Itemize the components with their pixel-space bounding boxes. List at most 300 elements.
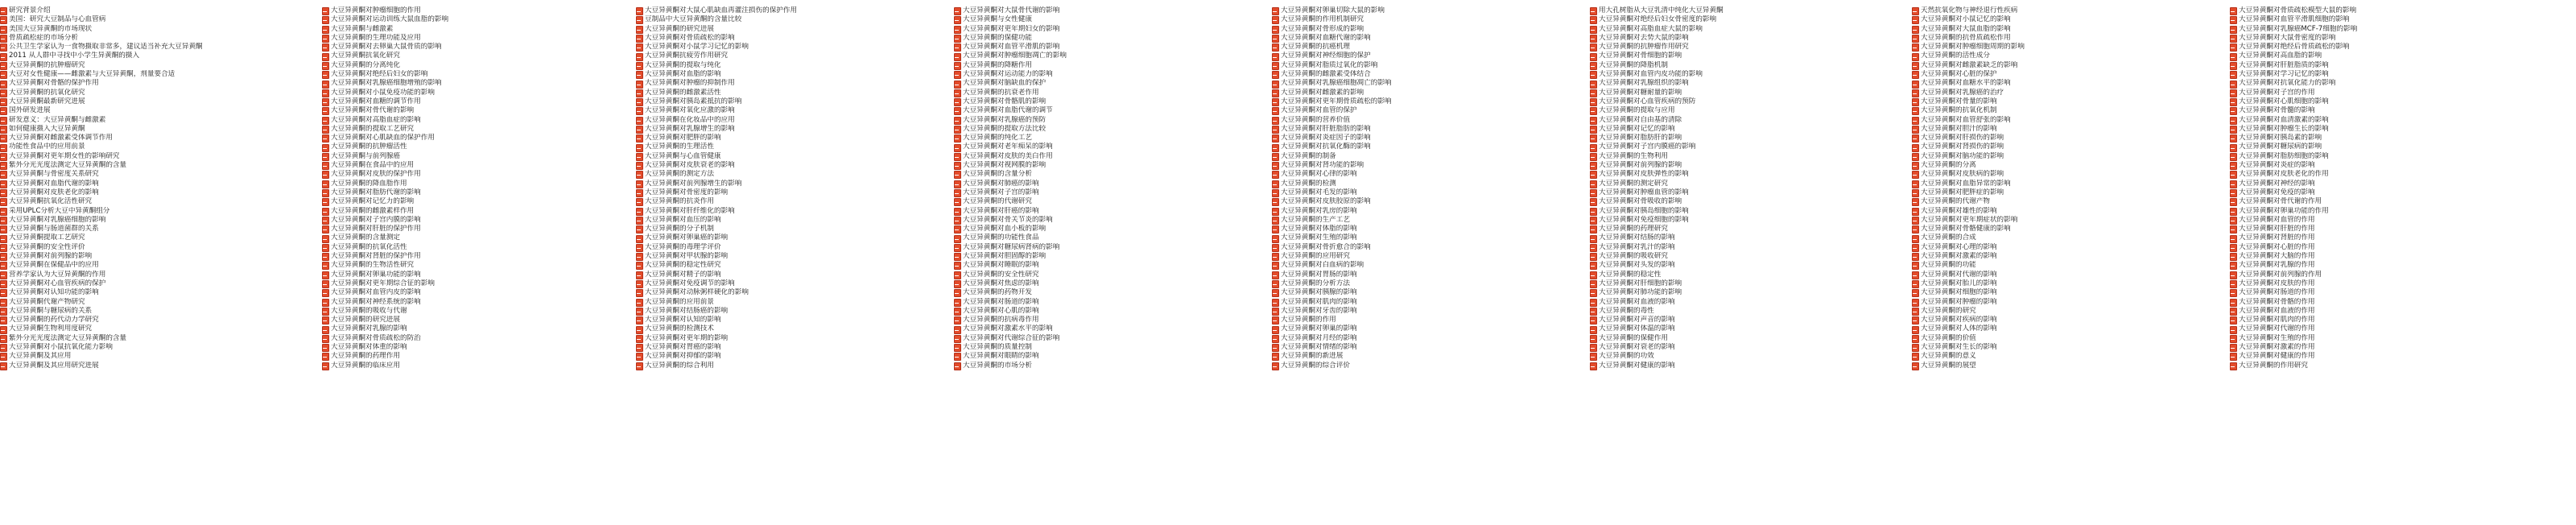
file-item[interactable]: [636, 234, 939, 242]
file-item[interactable]: [954, 334, 1257, 343]
file-item[interactable]: [1590, 234, 1893, 242]
file-item[interactable]: [954, 70, 1257, 79]
file-item[interactable]: [954, 279, 1257, 288]
file-item[interactable]: [1272, 271, 1575, 279]
file-item[interactable]: [1590, 334, 1893, 343]
file-item[interactable]: [1590, 362, 1893, 370]
file-item[interactable]: [1272, 197, 1575, 206]
file-item[interactable]: [0, 52, 303, 60]
file-item[interactable]: [2230, 362, 2533, 370]
file-item[interactable]: [322, 307, 625, 316]
file-item[interactable]: [0, 15, 303, 24]
file-item[interactable]: [1590, 298, 1893, 307]
file-item[interactable]: [954, 116, 1257, 125]
file-item[interactable]: [1590, 188, 1893, 197]
file-item[interactable]: [1590, 25, 1893, 34]
file-item[interactable]: [636, 188, 939, 197]
file-item[interactable]: [636, 161, 939, 170]
file-item[interactable]: [322, 188, 625, 197]
file-item[interactable]: [1272, 307, 1575, 316]
file-item[interactable]: [1272, 25, 1575, 34]
file-item[interactable]: [1590, 343, 1893, 352]
file-item[interactable]: [1272, 261, 1575, 270]
file-item[interactable]: [322, 15, 625, 24]
file-item[interactable]: [322, 70, 625, 79]
file-item[interactable]: [322, 261, 625, 270]
file-item[interactable]: [1590, 43, 1893, 52]
file-item[interactable]: [1912, 271, 2215, 279]
file-item[interactable]: [322, 61, 625, 70]
file-item[interactable]: [2230, 261, 2533, 270]
file-item[interactable]: [0, 106, 303, 115]
file-item[interactable]: [2230, 243, 2533, 252]
file-item[interactable]: [2230, 288, 2533, 297]
file-item[interactable]: [0, 170, 303, 179]
file-item[interactable]: [1912, 261, 2215, 270]
file-item[interactable]: [2230, 52, 2533, 60]
file-item[interactable]: [0, 352, 303, 361]
file-item[interactable]: [1912, 134, 2215, 143]
file-item[interactable]: [1590, 197, 1893, 206]
file-item[interactable]: [322, 116, 625, 125]
file-item[interactable]: [636, 197, 939, 206]
file-item[interactable]: [954, 52, 1257, 60]
file-item[interactable]: [954, 325, 1257, 333]
file-item[interactable]: [1590, 34, 1893, 43]
file-item[interactable]: [0, 261, 303, 270]
file-item[interactable]: [636, 170, 939, 179]
file-item[interactable]: [1912, 161, 2215, 170]
file-item[interactable]: [636, 143, 939, 151]
file-item[interactable]: [2230, 225, 2533, 234]
file-item[interactable]: [1590, 61, 1893, 70]
file-item[interactable]: [2230, 325, 2533, 333]
file-item[interactable]: [1590, 279, 1893, 288]
file-item[interactable]: [1590, 134, 1893, 143]
file-item[interactable]: [322, 279, 625, 288]
file-item[interactable]: [0, 116, 303, 125]
file-item[interactable]: [2230, 298, 2533, 307]
file-item[interactable]: [2230, 106, 2533, 115]
file-item[interactable]: [1272, 134, 1575, 143]
file-item[interactable]: [954, 134, 1257, 143]
file-item[interactable]: [636, 97, 939, 106]
file-item[interactable]: [1272, 125, 1575, 134]
file-item[interactable]: [2230, 70, 2533, 79]
file-item[interactable]: [1912, 79, 2215, 88]
file-item[interactable]: [1912, 316, 2215, 325]
file-item[interactable]: [2230, 252, 2533, 261]
file-item[interactable]: [1590, 70, 1893, 79]
file-item[interactable]: [636, 34, 939, 43]
file-item[interactable]: [322, 352, 625, 361]
file-item[interactable]: [1912, 325, 2215, 333]
file-item[interactable]: [1590, 325, 1893, 333]
file-item[interactable]: [1590, 271, 1893, 279]
file-item[interactable]: [2230, 188, 2533, 197]
file-item[interactable]: [954, 207, 1257, 216]
file-item[interactable]: [2230, 279, 2533, 288]
file-item[interactable]: [0, 43, 303, 52]
file-item[interactable]: [1912, 197, 2215, 206]
file-item[interactable]: [1912, 89, 2215, 97]
file-item[interactable]: [954, 125, 1257, 134]
file-item[interactable]: [0, 279, 303, 288]
file-item[interactable]: [1590, 252, 1893, 261]
file-item[interactable]: [1912, 362, 2215, 370]
file-item[interactable]: [636, 70, 939, 79]
file-item[interactable]: [1590, 6, 1893, 15]
file-item[interactable]: [636, 271, 939, 279]
file-item[interactable]: [0, 34, 303, 43]
file-item[interactable]: [954, 307, 1257, 316]
file-item[interactable]: [1272, 316, 1575, 325]
file-item[interactable]: [322, 288, 625, 297]
file-item[interactable]: [636, 261, 939, 270]
file-item[interactable]: [0, 180, 303, 188]
file-item[interactable]: [1912, 70, 2215, 79]
file-item[interactable]: [1272, 216, 1575, 225]
file-item[interactable]: [1590, 152, 1893, 161]
file-item[interactable]: [954, 261, 1257, 270]
file-item[interactable]: [1590, 316, 1893, 325]
file-item[interactable]: [322, 52, 625, 60]
file-item[interactable]: [1590, 79, 1893, 88]
file-item[interactable]: [636, 279, 939, 288]
file-item[interactable]: [322, 316, 625, 325]
file-item[interactable]: [0, 288, 303, 297]
file-item[interactable]: [1912, 152, 2215, 161]
file-item[interactable]: [0, 316, 303, 325]
file-item[interactable]: [1272, 180, 1575, 188]
file-item[interactable]: [2230, 6, 2533, 15]
file-item[interactable]: [636, 207, 939, 216]
file-item[interactable]: [1272, 252, 1575, 261]
file-item[interactable]: [2230, 15, 2533, 24]
file-item[interactable]: [954, 6, 1257, 15]
file-item[interactable]: [954, 216, 1257, 225]
file-item[interactable]: [0, 70, 303, 79]
file-item[interactable]: [636, 343, 939, 352]
file-item[interactable]: [636, 52, 939, 60]
file-item[interactable]: [954, 225, 1257, 234]
file-item[interactable]: [0, 61, 303, 70]
file-item[interactable]: [1912, 170, 2215, 179]
file-item[interactable]: [636, 216, 939, 225]
file-item[interactable]: [1912, 97, 2215, 106]
file-item[interactable]: [1912, 61, 2215, 70]
file-item[interactable]: [954, 234, 1257, 242]
file-item[interactable]: [1912, 15, 2215, 24]
file-item[interactable]: [1272, 15, 1575, 24]
file-item[interactable]: [1272, 225, 1575, 234]
file-item[interactable]: [636, 325, 939, 333]
file-item[interactable]: [1272, 334, 1575, 343]
file-item[interactable]: [0, 25, 303, 34]
file-item[interactable]: [1912, 188, 2215, 197]
file-item[interactable]: [1912, 25, 2215, 34]
file-item[interactable]: [2230, 343, 2533, 352]
file-item[interactable]: [1272, 52, 1575, 60]
file-item[interactable]: [2230, 125, 2533, 134]
file-item[interactable]: [636, 61, 939, 70]
file-item[interactable]: [954, 106, 1257, 115]
file-item[interactable]: [1912, 243, 2215, 252]
file-item[interactable]: [954, 170, 1257, 179]
file-item[interactable]: [322, 325, 625, 333]
file-item[interactable]: [0, 334, 303, 343]
file-item[interactable]: [1590, 106, 1893, 115]
file-item[interactable]: [1912, 225, 2215, 234]
file-item[interactable]: [954, 243, 1257, 252]
file-item[interactable]: [954, 180, 1257, 188]
file-item[interactable]: [2230, 161, 2533, 170]
file-item[interactable]: [0, 216, 303, 225]
file-item[interactable]: [1272, 298, 1575, 307]
file-item[interactable]: [636, 134, 939, 143]
file-item[interactable]: [1272, 207, 1575, 216]
file-item[interactable]: [954, 271, 1257, 279]
file-item[interactable]: [0, 362, 303, 370]
file-item[interactable]: [954, 316, 1257, 325]
file-item[interactable]: [322, 25, 625, 34]
file-item[interactable]: [0, 134, 303, 143]
file-item[interactable]: [322, 6, 625, 15]
file-item[interactable]: [1912, 234, 2215, 242]
file-item[interactable]: [1590, 15, 1893, 24]
file-item[interactable]: [0, 143, 303, 151]
file-item[interactable]: [0, 89, 303, 97]
file-item[interactable]: [1590, 180, 1893, 188]
file-item[interactable]: [1912, 125, 2215, 134]
file-item[interactable]: [0, 207, 303, 216]
file-item[interactable]: [1272, 79, 1575, 88]
file-item[interactable]: [954, 79, 1257, 88]
file-item[interactable]: [1912, 180, 2215, 188]
file-item[interactable]: [2230, 152, 2533, 161]
file-item[interactable]: [1590, 216, 1893, 225]
file-item[interactable]: [1590, 143, 1893, 151]
file-item[interactable]: [2230, 25, 2533, 34]
file-item[interactable]: [322, 79, 625, 88]
file-item[interactable]: [954, 298, 1257, 307]
file-item[interactable]: [1590, 307, 1893, 316]
file-item[interactable]: [0, 252, 303, 261]
file-item[interactable]: [1272, 106, 1575, 115]
file-item[interactable]: [1272, 243, 1575, 252]
file-item[interactable]: [636, 362, 939, 370]
file-item[interactable]: [954, 61, 1257, 70]
file-item[interactable]: [1590, 125, 1893, 134]
file-item[interactable]: [0, 243, 303, 252]
file-item[interactable]: [1272, 234, 1575, 242]
file-item[interactable]: [2230, 170, 2533, 179]
file-item[interactable]: [636, 43, 939, 52]
file-item[interactable]: [2230, 79, 2533, 88]
file-item[interactable]: [954, 161, 1257, 170]
file-item[interactable]: [0, 271, 303, 279]
file-item[interactable]: [636, 316, 939, 325]
file-item[interactable]: [636, 288, 939, 297]
file-item[interactable]: [2230, 216, 2533, 225]
file-item[interactable]: [1912, 298, 2215, 307]
file-item[interactable]: [0, 161, 303, 170]
file-item[interactable]: [0, 125, 303, 134]
file-item[interactable]: [954, 143, 1257, 151]
file-item[interactable]: [636, 116, 939, 125]
file-item[interactable]: [322, 243, 625, 252]
file-item[interactable]: [636, 334, 939, 343]
file-item[interactable]: [2230, 134, 2533, 143]
file-item[interactable]: [1590, 243, 1893, 252]
file-item[interactable]: [322, 143, 625, 151]
file-item[interactable]: [1272, 352, 1575, 361]
file-item[interactable]: [322, 34, 625, 43]
file-item[interactable]: [1912, 116, 2215, 125]
file-item[interactable]: [1912, 343, 2215, 352]
file-item[interactable]: [322, 298, 625, 307]
file-item[interactable]: [0, 298, 303, 307]
file-item[interactable]: [1590, 89, 1893, 97]
file-item[interactable]: [322, 252, 625, 261]
file-item[interactable]: [2230, 207, 2533, 216]
file-item[interactable]: [636, 252, 939, 261]
file-item[interactable]: [2230, 97, 2533, 106]
file-item[interactable]: [0, 234, 303, 242]
file-item[interactable]: [1912, 334, 2215, 343]
file-item[interactable]: [636, 152, 939, 161]
file-item[interactable]: [0, 152, 303, 161]
file-item[interactable]: [1272, 188, 1575, 197]
file-item[interactable]: [1590, 161, 1893, 170]
file-item[interactable]: [1272, 70, 1575, 79]
file-item[interactable]: [1912, 216, 2215, 225]
file-item[interactable]: [1272, 34, 1575, 43]
file-item[interactable]: [1912, 34, 2215, 43]
file-item[interactable]: [1912, 307, 2215, 316]
file-item[interactable]: [636, 243, 939, 252]
file-item[interactable]: [954, 25, 1257, 34]
file-item[interactable]: [322, 225, 625, 234]
file-item[interactable]: [954, 152, 1257, 161]
file-item[interactable]: [322, 89, 625, 97]
file-item[interactable]: [322, 170, 625, 179]
file-item[interactable]: [1912, 279, 2215, 288]
file-item[interactable]: [2230, 334, 2533, 343]
file-item[interactable]: [1272, 116, 1575, 125]
file-item[interactable]: [1912, 207, 2215, 216]
file-item[interactable]: [1272, 89, 1575, 97]
file-item[interactable]: [636, 352, 939, 361]
file-item[interactable]: [1912, 52, 2215, 60]
file-item[interactable]: [0, 325, 303, 333]
file-item[interactable]: [1272, 343, 1575, 352]
file-item[interactable]: [1590, 170, 1893, 179]
file-item[interactable]: [636, 225, 939, 234]
file-item[interactable]: [2230, 143, 2533, 151]
file-item[interactable]: [322, 161, 625, 170]
file-item[interactable]: [1272, 43, 1575, 52]
file-item[interactable]: [0, 97, 303, 106]
file-item[interactable]: [636, 180, 939, 188]
file-item[interactable]: [0, 343, 303, 352]
file-item[interactable]: [1272, 97, 1575, 106]
file-item[interactable]: [322, 125, 625, 134]
file-item[interactable]: [1590, 52, 1893, 60]
file-item[interactable]: [954, 252, 1257, 261]
file-item[interactable]: [954, 288, 1257, 297]
file-item[interactable]: [954, 352, 1257, 361]
file-item[interactable]: [0, 225, 303, 234]
file-item[interactable]: [954, 97, 1257, 106]
file-item[interactable]: [1912, 143, 2215, 151]
file-item[interactable]: [322, 271, 625, 279]
file-item[interactable]: [1912, 352, 2215, 361]
file-item[interactable]: [1912, 288, 2215, 297]
file-item[interactable]: [0, 79, 303, 88]
file-item[interactable]: [954, 34, 1257, 43]
file-item[interactable]: [636, 25, 939, 34]
file-item[interactable]: [954, 197, 1257, 206]
file-item[interactable]: [636, 15, 939, 24]
file-item[interactable]: [1272, 279, 1575, 288]
file-item[interactable]: [1272, 6, 1575, 15]
file-item[interactable]: [2230, 180, 2533, 188]
file-item[interactable]: [1272, 143, 1575, 151]
file-item[interactable]: [954, 89, 1257, 97]
file-item[interactable]: [954, 43, 1257, 52]
file-item[interactable]: [1272, 170, 1575, 179]
file-item[interactable]: [1912, 43, 2215, 52]
file-item[interactable]: [322, 197, 625, 206]
file-item[interactable]: [2230, 307, 2533, 316]
file-item[interactable]: [636, 89, 939, 97]
file-item[interactable]: [2230, 89, 2533, 97]
file-item[interactable]: [1272, 362, 1575, 370]
file-item[interactable]: [636, 79, 939, 88]
file-item[interactable]: [322, 216, 625, 225]
file-item[interactable]: [322, 180, 625, 188]
file-item[interactable]: [954, 15, 1257, 24]
file-item[interactable]: [322, 362, 625, 370]
file-item[interactable]: [636, 106, 939, 115]
file-item[interactable]: [0, 188, 303, 197]
file-item[interactable]: [0, 307, 303, 316]
file-item[interactable]: [1590, 97, 1893, 106]
file-item[interactable]: [1590, 116, 1893, 125]
file-item[interactable]: [322, 343, 625, 352]
file-item[interactable]: [1272, 325, 1575, 333]
file-item[interactable]: [322, 334, 625, 343]
file-item[interactable]: [954, 362, 1257, 370]
file-item[interactable]: [322, 207, 625, 216]
file-item[interactable]: [1590, 288, 1893, 297]
file-item[interactable]: [1912, 106, 2215, 115]
file-item[interactable]: [2230, 352, 2533, 361]
file-item[interactable]: [954, 343, 1257, 352]
file-item[interactable]: [1590, 225, 1893, 234]
file-item[interactable]: [0, 197, 303, 206]
file-item[interactable]: [636, 6, 939, 15]
file-item[interactable]: [322, 234, 625, 242]
file-item[interactable]: [636, 125, 939, 134]
file-item[interactable]: [2230, 271, 2533, 279]
file-item[interactable]: [1912, 252, 2215, 261]
file-item[interactable]: [1272, 288, 1575, 297]
file-item[interactable]: [2230, 43, 2533, 52]
file-item[interactable]: [1590, 207, 1893, 216]
file-item[interactable]: [954, 188, 1257, 197]
